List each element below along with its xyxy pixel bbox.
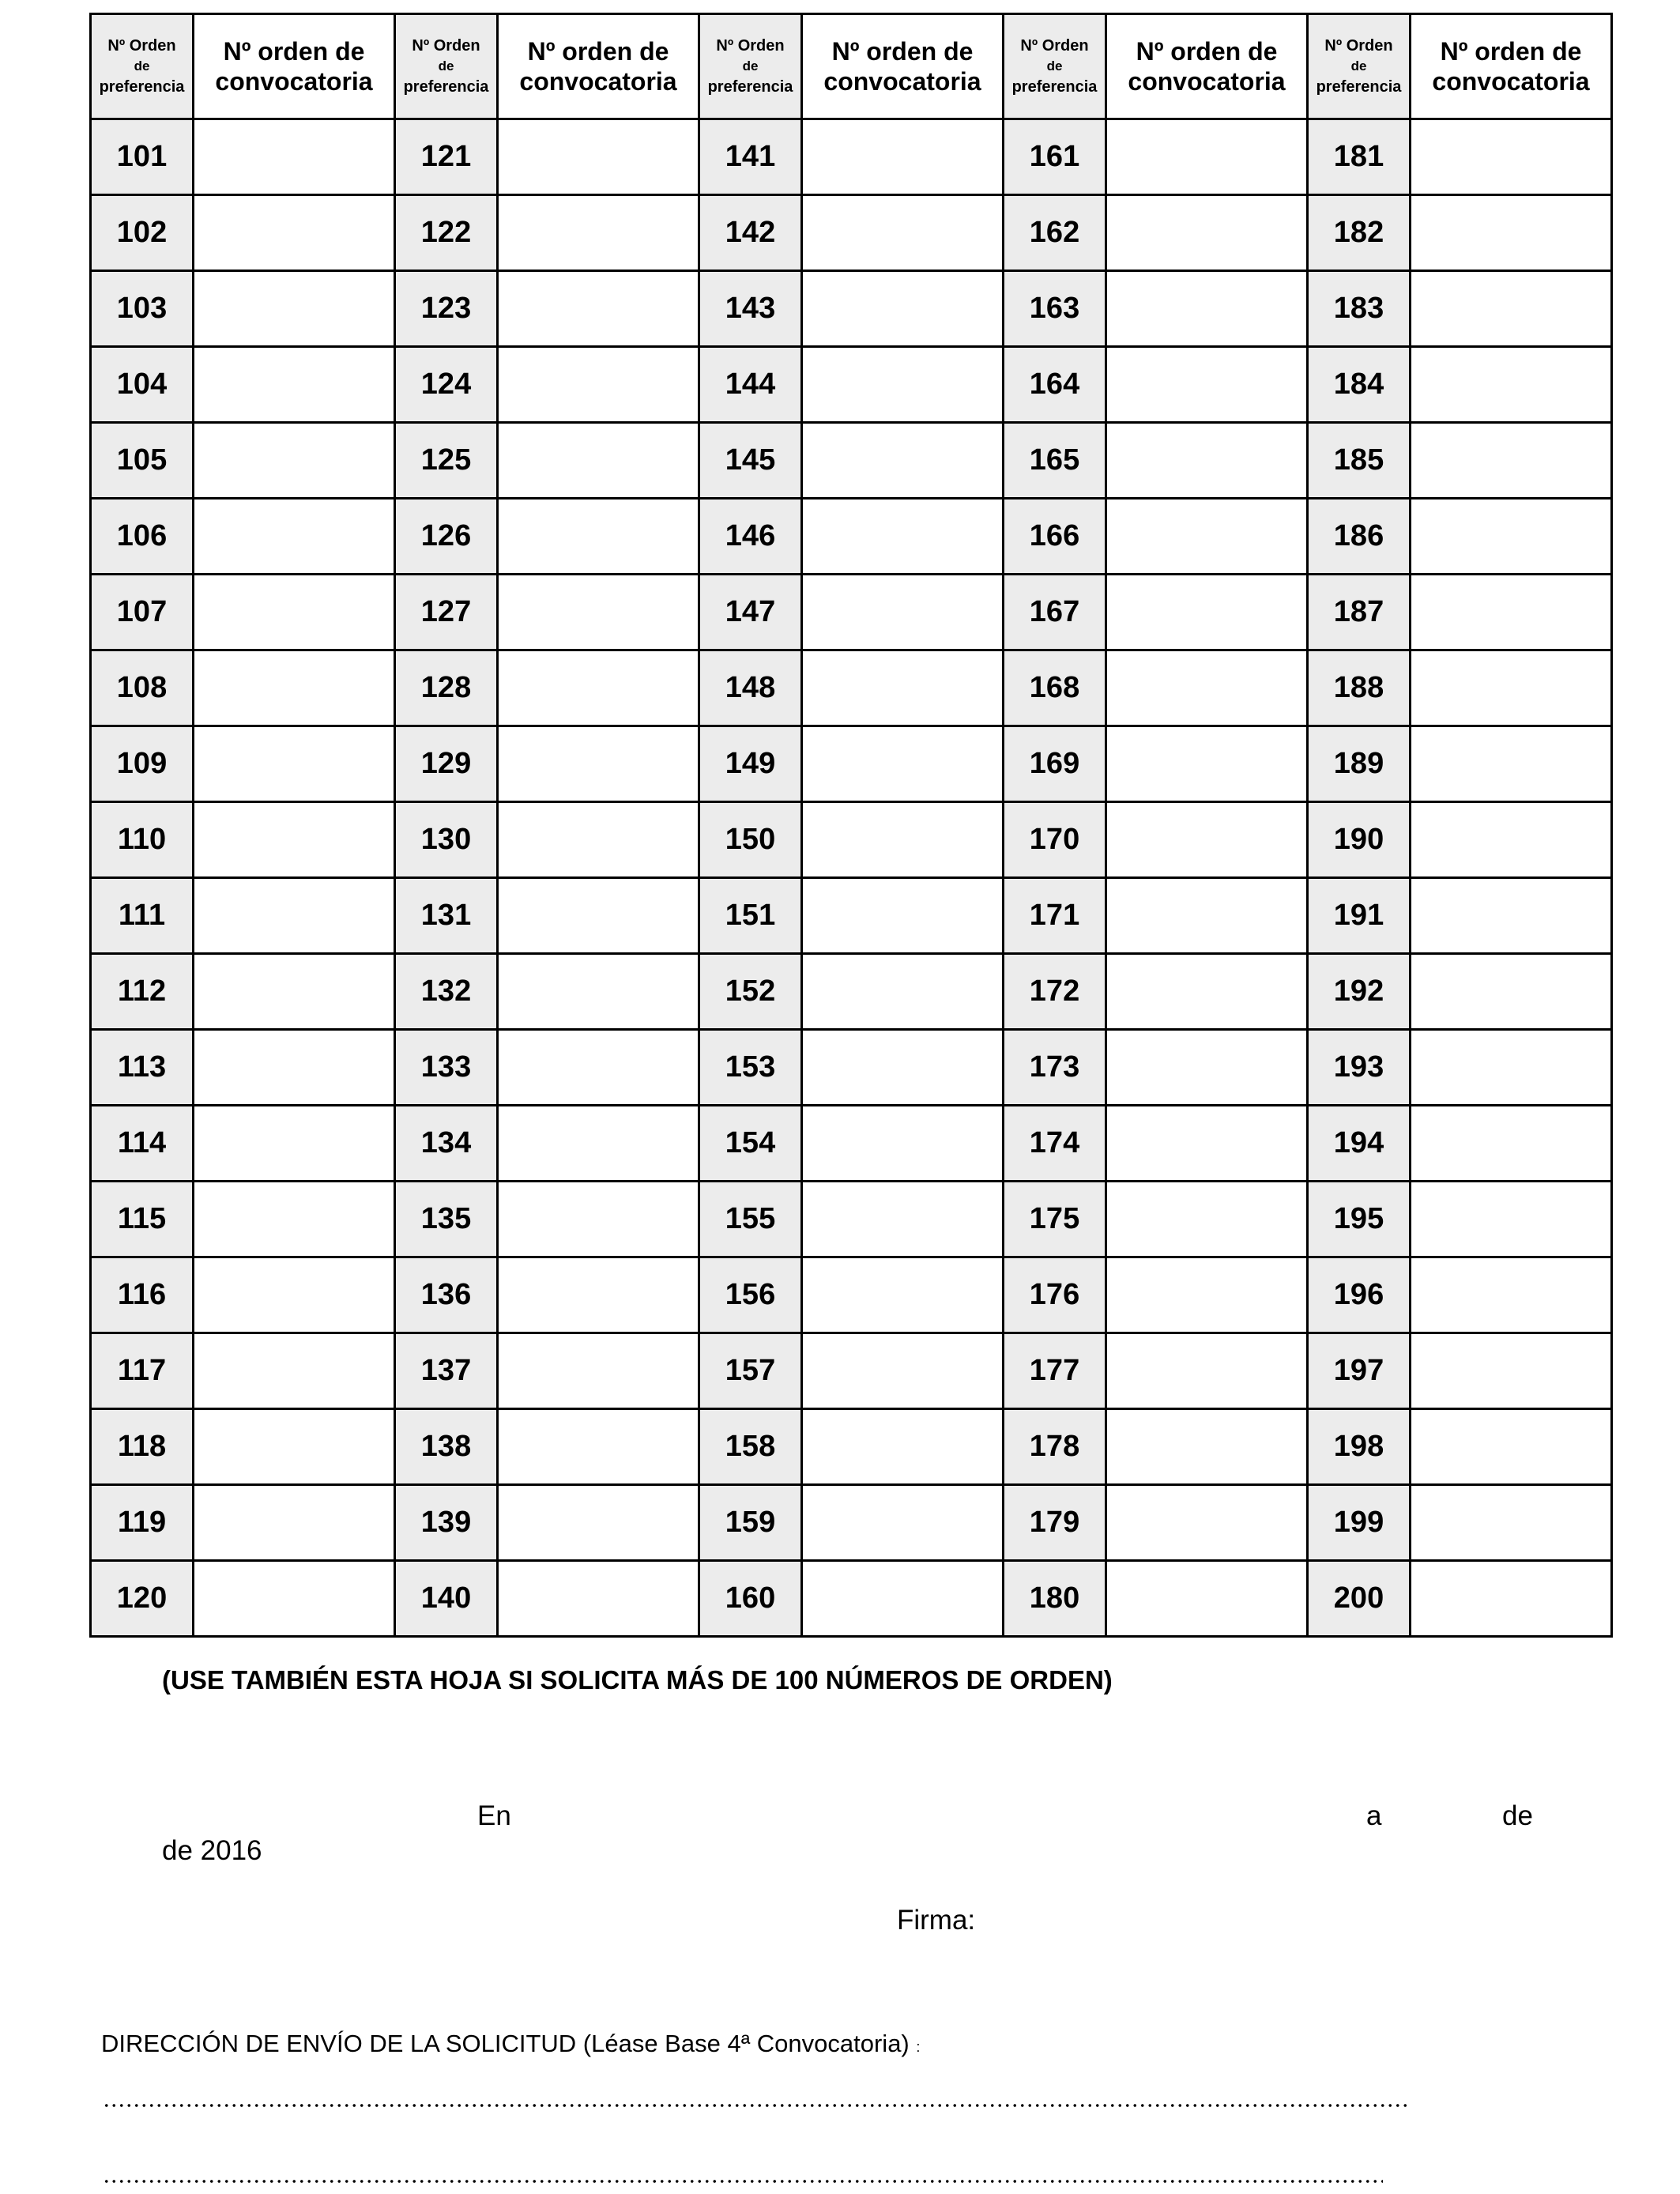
convocatoria-number-input[interactable] [498,650,699,726]
convocatoria-number-input[interactable] [498,1485,699,1561]
preference-number-cell: 162 [1004,195,1106,271]
preference-number-cell: 104 [91,347,194,423]
convocatoria-number-input[interactable] [194,1333,395,1409]
convocatoria-number-input[interactable] [1106,499,1308,575]
preference-number-cell: 121 [395,119,498,195]
preference-table [89,13,1613,1638]
convocatoria-number-input[interactable] [498,1333,699,1409]
preference-number-cell: 127 [395,575,498,650]
preference-number-cell: 138 [395,1409,498,1485]
convocatoria-number-input[interactable] [498,575,699,650]
table-row [91,195,1612,271]
convocatoria-number-input[interactable] [498,1409,699,1485]
convocatoria-number-input[interactable] [802,119,1004,195]
preference-number-cell: 180 [1004,1561,1106,1637]
convocatoria-number-input[interactable] [1106,954,1308,1030]
convocatoria-number-input[interactable] [1411,954,1612,1030]
preference-number-cell: 167 [1004,575,1106,650]
preference-number-cell: 155 [699,1182,802,1257]
header-preference-line: Nº Orden [1324,37,1393,55]
header-convocatoria-line: convocatoria [519,67,677,96]
header-preference-line: de [134,58,150,74]
preference-number-cell: 198 [1308,1409,1411,1485]
table-row [91,423,1612,499]
preference-number-cell: 199 [1308,1485,1411,1561]
convocatoria-number-input[interactable] [802,650,1004,726]
header-preference-line: de [1350,58,1367,74]
preference-number-cell: 194 [1308,1106,1411,1182]
preference-number-cell: 122 [395,195,498,271]
preference-number-cell: 123 [395,271,498,347]
preference-number-cell: 170 [1004,802,1106,878]
header-convocatoria-line: convocatoria [215,67,373,96]
header-convocatoria-line: Nº orden de [1440,37,1582,66]
convocatoria-number-input[interactable] [1411,1030,1612,1106]
convocatoria-number-input[interactable] [802,575,1004,650]
convocatoria-number-input[interactable] [1411,423,1612,499]
preference-number-cell: 134 [395,1106,498,1182]
convocatoria-number-input[interactable] [194,1561,395,1637]
table-row [91,347,1612,423]
convocatoria-number-input[interactable] [1411,1561,1612,1637]
preference-number-cell: 184 [1308,347,1411,423]
convocatoria-number-input[interactable] [498,195,699,271]
convocatoria-number-input[interactable] [1106,1106,1308,1182]
preference-number-cell: 166 [1004,499,1106,575]
header-preference-line: de [438,58,454,74]
convocatoria-number-input[interactable] [194,1182,395,1257]
header-convocatoria-line: Nº orden de [527,37,669,66]
convocatoria-number-input[interactable] [1411,726,1612,802]
preference-number-cell: 169 [1004,726,1106,802]
preference-number-cell: 174 [1004,1106,1106,1182]
preference-number-cell: 150 [699,802,802,878]
table-row [91,802,1612,878]
convocatoria-number-input[interactable] [802,271,1004,347]
preference-number-cell: 154 [699,1106,802,1182]
header-preference-number [395,14,498,119]
preference-number-cell: 114 [91,1106,194,1182]
table-header-row [91,14,1612,119]
convocatoria-number-input[interactable] [498,802,699,878]
address-heading [101,2030,920,2058]
header-preference-number [91,14,194,119]
preference-number-cell: 192 [1308,954,1411,1030]
header-preference-line: preferencia [403,78,489,96]
convocatoria-number-input[interactable] [1106,195,1308,271]
convocatoria-number-input[interactable] [498,271,699,347]
preference-number-cell: 132 [395,954,498,1030]
preference-number-cell: 145 [699,423,802,499]
address-line-1[interactable] [103,2102,1407,2109]
preference-number-cell: 191 [1308,878,1411,954]
convocatoria-number-input[interactable] [1411,1409,1612,1485]
date-label-de: de [1502,1800,1533,1831]
header-preference-line: Nº Orden [412,37,480,55]
preference-number-cell: 196 [1308,1257,1411,1333]
preference-number-cell: 147 [699,575,802,650]
preference-number-cell: 116 [91,1257,194,1333]
preference-number-cell: 148 [699,650,802,726]
table-row [91,954,1612,1030]
preference-number-cell: 183 [1308,271,1411,347]
preference-number-cell: 105 [91,423,194,499]
table-row [91,1182,1612,1257]
convocatoria-number-input[interactable] [194,1485,395,1561]
preference-number-cell: 124 [395,347,498,423]
date-label-a: a [1366,1800,1382,1831]
preference-number-cell: 178 [1004,1409,1106,1485]
header-preference-line: de [1046,58,1063,74]
table-row [91,1030,1612,1106]
convocatoria-number-input[interactable] [1411,1333,1612,1409]
header-convocatoria-line: Nº orden de [223,37,365,66]
convocatoria-number-input[interactable] [1106,802,1308,878]
convocatoria-number-input[interactable] [1411,271,1612,347]
table-row [91,1106,1612,1182]
preference-number-cell: 158 [699,1409,802,1485]
header-preference-line: Nº Orden [107,37,176,55]
date-year-line: de 2016 [162,1835,262,1866]
preference-number-cell: 175 [1004,1182,1106,1257]
preference-number-cell: 185 [1308,423,1411,499]
header-preference-line: preferencia [1316,78,1402,96]
date-label-en: En [477,1800,511,1831]
convocatoria-number-input[interactable] [498,1257,699,1333]
convocatoria-number-input[interactable] [1411,1182,1612,1257]
preference-number-cell: 107 [91,575,194,650]
convocatoria-number-input[interactable] [194,650,395,726]
preference-number-cell: 144 [699,347,802,423]
convocatoria-number-input[interactable] [802,1561,1004,1637]
preference-number-cell: 110 [91,802,194,878]
convocatoria-number-input[interactable] [802,1409,1004,1485]
preference-number-cell: 101 [91,119,194,195]
convocatoria-number-input[interactable] [194,1106,395,1182]
convocatoria-number-input[interactable] [1106,650,1308,726]
convocatoria-number-input[interactable] [194,575,395,650]
preference-number-cell: 197 [1308,1333,1411,1409]
preference-number-cell: 172 [1004,954,1106,1030]
convocatoria-number-input[interactable] [194,1257,395,1333]
preference-number-cell: 108 [91,650,194,726]
table-row [91,1485,1612,1561]
convocatoria-number-input[interactable] [802,802,1004,878]
convocatoria-number-input[interactable] [802,726,1004,802]
preference-number-cell: 181 [1308,119,1411,195]
convocatoria-number-input[interactable] [1411,878,1612,954]
convocatoria-number-input[interactable] [802,1030,1004,1106]
convocatoria-number-input[interactable] [194,347,395,423]
convocatoria-number-input[interactable] [1411,499,1612,575]
header-convocatoria-number [194,14,395,119]
preference-number-cell: 182 [1308,195,1411,271]
convocatoria-number-input[interactable] [1411,119,1612,195]
preference-number-cell: 189 [1308,726,1411,802]
convocatoria-number-input[interactable] [802,1106,1004,1182]
convocatoria-number-input[interactable] [802,195,1004,271]
header-convocatoria-line: Nº orden de [1136,37,1278,66]
convocatoria-number-input[interactable] [802,347,1004,423]
preference-number-cell: 135 [395,1182,498,1257]
preference-number-cell: 118 [91,1409,194,1485]
convocatoria-number-input[interactable] [498,1182,699,1257]
preference-number-cell: 131 [395,878,498,954]
preference-number-cell: 115 [91,1182,194,1257]
convocatoria-number-input[interactable] [498,954,699,1030]
header-convocatoria-line: convocatoria [823,67,981,96]
convocatoria-number-input[interactable] [194,195,395,271]
convocatoria-number-input[interactable] [194,119,395,195]
header-convocatoria-line: Nº orden de [831,37,974,66]
convocatoria-number-input[interactable] [1106,119,1308,195]
convocatoria-number-input[interactable] [498,878,699,954]
table-row [91,119,1612,195]
preference-number-cell: 125 [395,423,498,499]
convocatoria-number-input[interactable] [498,1561,699,1637]
preference-number-cell: 146 [699,499,802,575]
convocatoria-number-input[interactable] [1106,271,1308,347]
header-preference-line: preferencia [1011,78,1098,96]
convocatoria-number-input[interactable] [802,1485,1004,1561]
header-preference-line: preferencia [707,78,793,96]
convocatoria-number-input[interactable] [194,802,395,878]
preference-number-cell: 126 [395,499,498,575]
convocatoria-number-input[interactable] [194,423,395,499]
table-row [91,499,1612,575]
header-preference-line: de [742,58,759,74]
preference-number-cell: 186 [1308,499,1411,575]
preference-number-cell: 157 [699,1333,802,1409]
convocatoria-number-input[interactable] [802,1182,1004,1257]
convocatoria-number-input[interactable] [194,1409,395,1485]
convocatoria-number-input[interactable] [1106,726,1308,802]
convocatoria-number-input[interactable] [802,423,1004,499]
table-row [91,271,1612,347]
preference-number-cell: 149 [699,726,802,802]
preference-number-cell: 130 [395,802,498,878]
preference-number-cell: 168 [1004,650,1106,726]
convocatoria-number-input[interactable] [498,499,699,575]
preference-number-cell: 164 [1004,347,1106,423]
preference-number-cell: 179 [1004,1485,1106,1561]
preference-number-cell: 159 [699,1485,802,1561]
preference-number-cell: 113 [91,1030,194,1106]
convocatoria-number-input[interactable] [498,347,699,423]
preference-number-cell: 176 [1004,1257,1106,1333]
convocatoria-number-input[interactable] [1106,1561,1308,1637]
preference-number-cell: 136 [395,1257,498,1333]
preference-number-cell: 142 [699,195,802,271]
convocatoria-number-input[interactable] [1106,1182,1308,1257]
preference-number-cell: 109 [91,726,194,802]
preference-number-cell: 140 [395,1561,498,1637]
convocatoria-number-input[interactable] [498,1030,699,1106]
convocatoria-number-input[interactable] [1106,423,1308,499]
convocatoria-number-input[interactable] [194,271,395,347]
preference-number-cell: 133 [395,1030,498,1106]
convocatoria-number-input[interactable] [1411,650,1612,726]
header-preference-line: Nº Orden [716,37,785,55]
preference-number-cell: 171 [1004,878,1106,954]
convocatoria-number-input[interactable] [1411,1257,1612,1333]
preference-number-cell: 152 [699,954,802,1030]
table-row [91,1561,1612,1637]
convocatoria-number-input[interactable] [1106,1333,1308,1409]
preference-number-cell: 120 [91,1561,194,1637]
convocatoria-number-input[interactable] [498,1106,699,1182]
preference-number-cell: 141 [699,119,802,195]
header-convocatoria-number [1411,14,1612,119]
table-row [91,1333,1612,1409]
address-label: DIRECCIÓN DE ENVÍO DE LA SOLICITUD (Léase Base 4ª Convocatoria) [101,2030,910,2057]
convocatoria-number-input[interactable] [194,726,395,802]
preference-number-cell: 173 [1004,1030,1106,1106]
header-preference-number [1004,14,1106,119]
address-colon: : [916,2039,921,2055]
preference-number-cell: 193 [1308,1030,1411,1106]
table-row [91,878,1612,954]
preference-number-cell: 111 [91,878,194,954]
preference-number-cell: 160 [699,1561,802,1637]
preference-number-cell: 139 [395,1485,498,1561]
convocatoria-number-input[interactable] [194,499,395,575]
convocatoria-number-input[interactable] [1106,347,1308,423]
convocatoria-number-input[interactable] [1106,878,1308,954]
preference-number-cell: 165 [1004,423,1106,499]
convocatoria-number-input[interactable] [194,1030,395,1106]
header-preference-number [699,14,802,119]
header-convocatoria-number [802,14,1004,119]
header-preference-line: Nº Orden [1020,37,1089,55]
preference-number-cell: 188 [1308,650,1411,726]
header-convocatoria-number [498,14,699,119]
table-row [91,1409,1612,1485]
usage-note: (USE TAMBIÉN ESTA HOJA SI SOLICITA MÁS DE 100 NÚMEROS DE ORDEN) [162,1665,1113,1695]
convocatoria-number-input[interactable] [1106,1030,1308,1106]
convocatoria-number-input[interactable] [1411,1485,1612,1561]
convocatoria-number-input[interactable] [1411,1106,1612,1182]
convocatoria-number-input[interactable] [498,726,699,802]
convocatoria-number-input[interactable] [1411,347,1612,423]
header-convocatoria-line: convocatoria [1128,67,1286,96]
preference-number-cell: 102 [91,195,194,271]
convocatoria-number-input[interactable] [1106,1485,1308,1561]
preference-number-cell: 119 [91,1485,194,1561]
convocatoria-number-input[interactable] [1106,1257,1308,1333]
table-row [91,1257,1612,1333]
preference-number-cell: 117 [91,1333,194,1409]
convocatoria-number-input[interactable] [194,954,395,1030]
convocatoria-number-input[interactable] [498,119,699,195]
header-convocatoria-number [1106,14,1308,119]
preference-number-cell: 128 [395,650,498,726]
convocatoria-number-input[interactable] [802,954,1004,1030]
table-row [91,650,1612,726]
address-line-2[interactable] [103,2178,1383,2185]
convocatoria-number-input[interactable] [802,1257,1004,1333]
preference-number-cell: 163 [1004,271,1106,347]
convocatoria-number-input[interactable] [802,499,1004,575]
convocatoria-number-input[interactable] [802,1333,1004,1409]
signature-label: Firma: [897,1905,976,1936]
preference-number-cell: 103 [91,271,194,347]
preference-number-cell: 161 [1004,119,1106,195]
table-row [91,575,1612,650]
header-preference-line: preferencia [99,78,185,96]
preference-number-cell: 151 [699,878,802,954]
convocatoria-number-input[interactable] [498,423,699,499]
preference-number-cell: 112 [91,954,194,1030]
preference-number-cell: 195 [1308,1182,1411,1257]
convocatoria-number-input[interactable] [1106,575,1308,650]
preference-number-cell: 200 [1308,1561,1411,1637]
preference-number-cell: 137 [395,1333,498,1409]
convocatoria-number-input[interactable] [194,878,395,954]
convocatoria-number-input[interactable] [802,878,1004,954]
convocatoria-number-input[interactable] [1411,802,1612,878]
preference-number-cell: 190 [1308,802,1411,878]
header-convocatoria-line: convocatoria [1432,67,1590,96]
convocatoria-number-input[interactable] [1106,1409,1308,1485]
convocatoria-number-input[interactable] [1411,575,1612,650]
convocatoria-number-input[interactable] [1411,195,1612,271]
header-preference-number [1308,14,1411,119]
preference-number-cell: 156 [699,1257,802,1333]
preference-number-cell: 177 [1004,1333,1106,1409]
table-row [91,726,1612,802]
preference-number-cell: 143 [699,271,802,347]
preference-number-cell: 153 [699,1030,802,1106]
preference-number-cell: 106 [91,499,194,575]
preference-number-cell: 129 [395,726,498,802]
preference-number-cell: 187 [1308,575,1411,650]
